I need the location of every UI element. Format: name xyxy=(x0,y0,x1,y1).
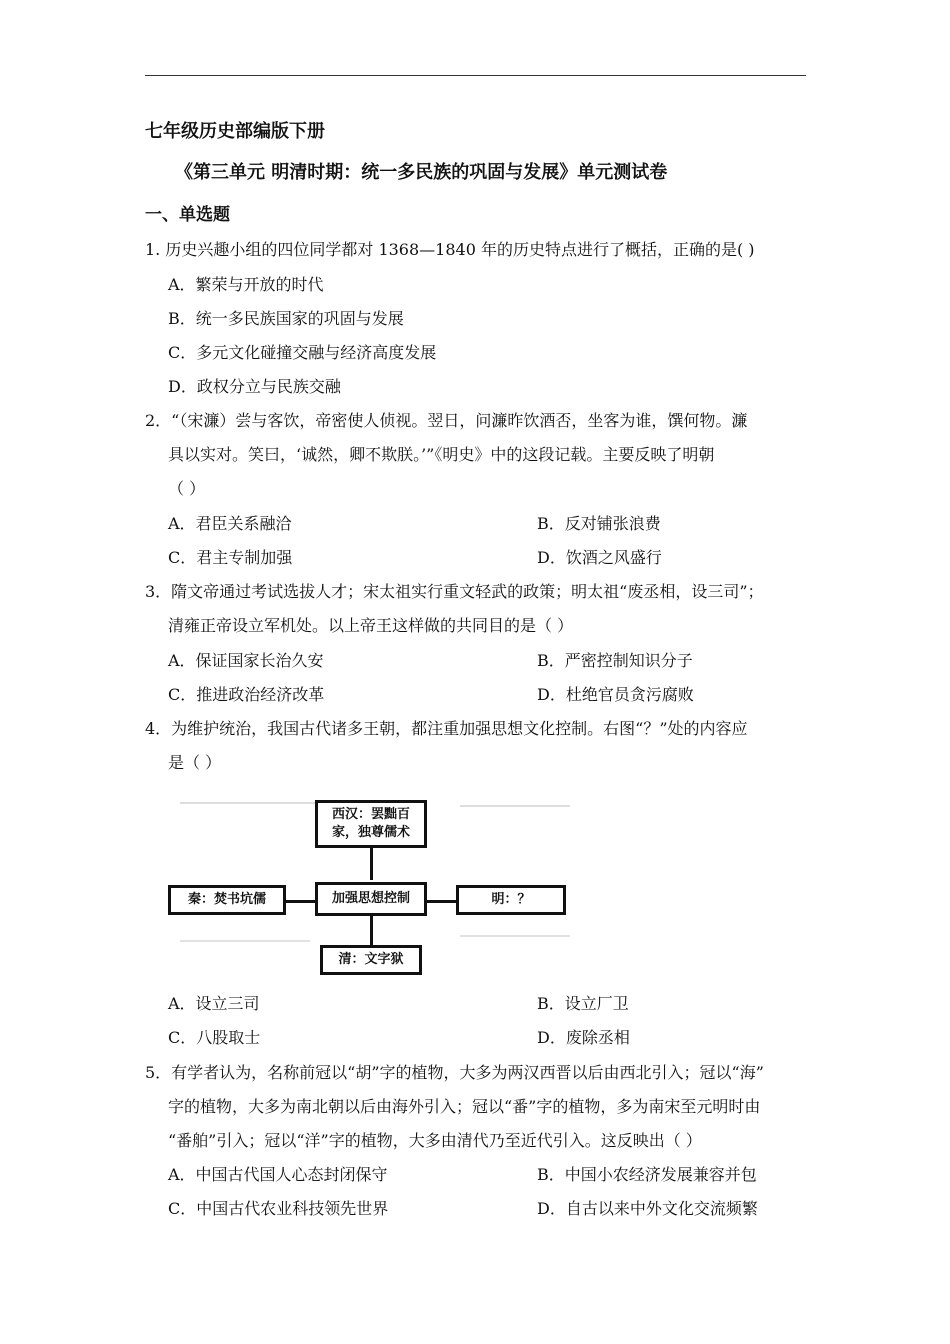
question-4-stem-line2: 是（ ） xyxy=(168,753,222,772)
thought-control-diagram xyxy=(160,790,580,985)
q1-option-d[interactable]: D．政权分立与民族交融 xyxy=(168,377,341,396)
question-3-stem-line2: 清雍正帝设立军机处。以上帝王这样做的共同目的是（ ） xyxy=(168,616,574,635)
q2-option-d[interactable]: D．饮酒之风盛行 xyxy=(537,548,662,567)
scan-artifact xyxy=(460,935,570,937)
q1-option-b[interactable]: B．统一多民族国家的巩固与发展 xyxy=(168,309,404,328)
q5-option-d[interactable]: D．自古以来中外文化交流频繁 xyxy=(537,1199,758,1218)
q3-option-a[interactable]: A．保证国家长治久安 xyxy=(168,651,324,670)
connector-top xyxy=(370,845,373,880)
box-ming: 明：？ xyxy=(456,885,566,915)
q2-option-c[interactable]: C．君主专制加强 xyxy=(168,548,293,567)
scan-artifact xyxy=(180,802,320,804)
connector-left xyxy=(285,900,315,903)
q5-option-a[interactable]: A．中国古代国人心态封闭保守 xyxy=(168,1165,388,1184)
page-title: 《第三单元 明清时期：统一多民族的巩固与发展》单元测试卷 xyxy=(175,162,668,183)
q1-option-c[interactable]: C．多元文化碰撞交融与经济高度发展 xyxy=(168,343,437,362)
question-2-stem-line1: 2．“（宋濂）尝与客饮，帝密使人侦视。翌日，问濂昨饮酒否，坐客为谁，馔何物。濂 xyxy=(145,411,748,430)
q3-option-b[interactable]: B．严密控制知识分子 xyxy=(537,651,693,670)
q3-option-d[interactable]: D．杜绝官员贪污腐败 xyxy=(537,685,694,704)
q3-option-c[interactable]: C．推进政治经济改革 xyxy=(168,685,325,704)
box-qin: 秦：焚书坑儒 xyxy=(168,885,286,915)
question-2-stem-line2: 具以实对。笑曰，‘诚然，卿不欺朕。’”《明史》中的这段记载。主要反映了明朝 xyxy=(168,445,715,464)
q4-option-a[interactable]: A．设立三司 xyxy=(168,994,260,1013)
q4-option-d[interactable]: D．废除丞相 xyxy=(537,1028,630,1047)
scan-artifact xyxy=(180,940,310,942)
q5-option-c[interactable]: C．中国古代农业科技领先世界 xyxy=(168,1199,389,1218)
question-5-stem-line1: 5．有学者认为，名称前冠以“胡”字的植物，大多为两汉西晋以后由西北引入；冠以“海” xyxy=(145,1063,764,1082)
question-5-stem-line2: 字的植物，大多为南北朝以后由海外引入；冠以“番”字的植物，多为南宋至元明时由 xyxy=(168,1097,761,1116)
scan-artifact xyxy=(460,805,570,807)
q4-option-b[interactable]: B．设立厂卫 xyxy=(537,994,629,1013)
box-western-han: 西汉：罢黜百家，独尊儒术 xyxy=(315,800,427,848)
section-heading: 一、单选题 xyxy=(145,205,230,225)
question-3-stem-line1: 3．隋文帝通过考试选拔人才；宋太祖实行重文轻武的政策；明太祖“废丞相，设三司”； xyxy=(145,582,764,601)
q1-option-a[interactable]: A．繁荣与开放的时代 xyxy=(168,275,324,294)
q2-option-a[interactable]: A．君臣关系融洽 xyxy=(168,514,292,533)
question-4-stem-line1: 4．为维护统治，我国古代诸多王朝，都注重加强思想文化控制。右图“？”处的内容应 xyxy=(145,719,748,738)
connector-bottom xyxy=(370,915,373,945)
q5-option-b[interactable]: B．中国小农经济发展兼容并包 xyxy=(537,1165,757,1184)
q2-option-b[interactable]: B．反对铺张浪费 xyxy=(537,514,661,533)
grade-heading: 七年级历史部编版下册 xyxy=(145,121,325,142)
q4-option-c[interactable]: C．八股取士 xyxy=(168,1028,261,1047)
question-1-stem: 1. 历史兴趣小组的四位同学都对 1368—1840 年的历史特点进行了概括，正确的是( ) xyxy=(145,240,755,259)
header-rule xyxy=(145,75,806,76)
question-5-stem-line3: “番舶”引入；冠以“洋”字的植物，大多由清代乃至近代引入。这反映出（ ） xyxy=(168,1131,702,1150)
connector-right xyxy=(427,900,457,903)
question-2-stem-line3: （ ） xyxy=(168,479,206,498)
box-center: 加强思想控制 xyxy=(315,882,427,916)
box-qing: 清：文字狱 xyxy=(320,945,422,975)
